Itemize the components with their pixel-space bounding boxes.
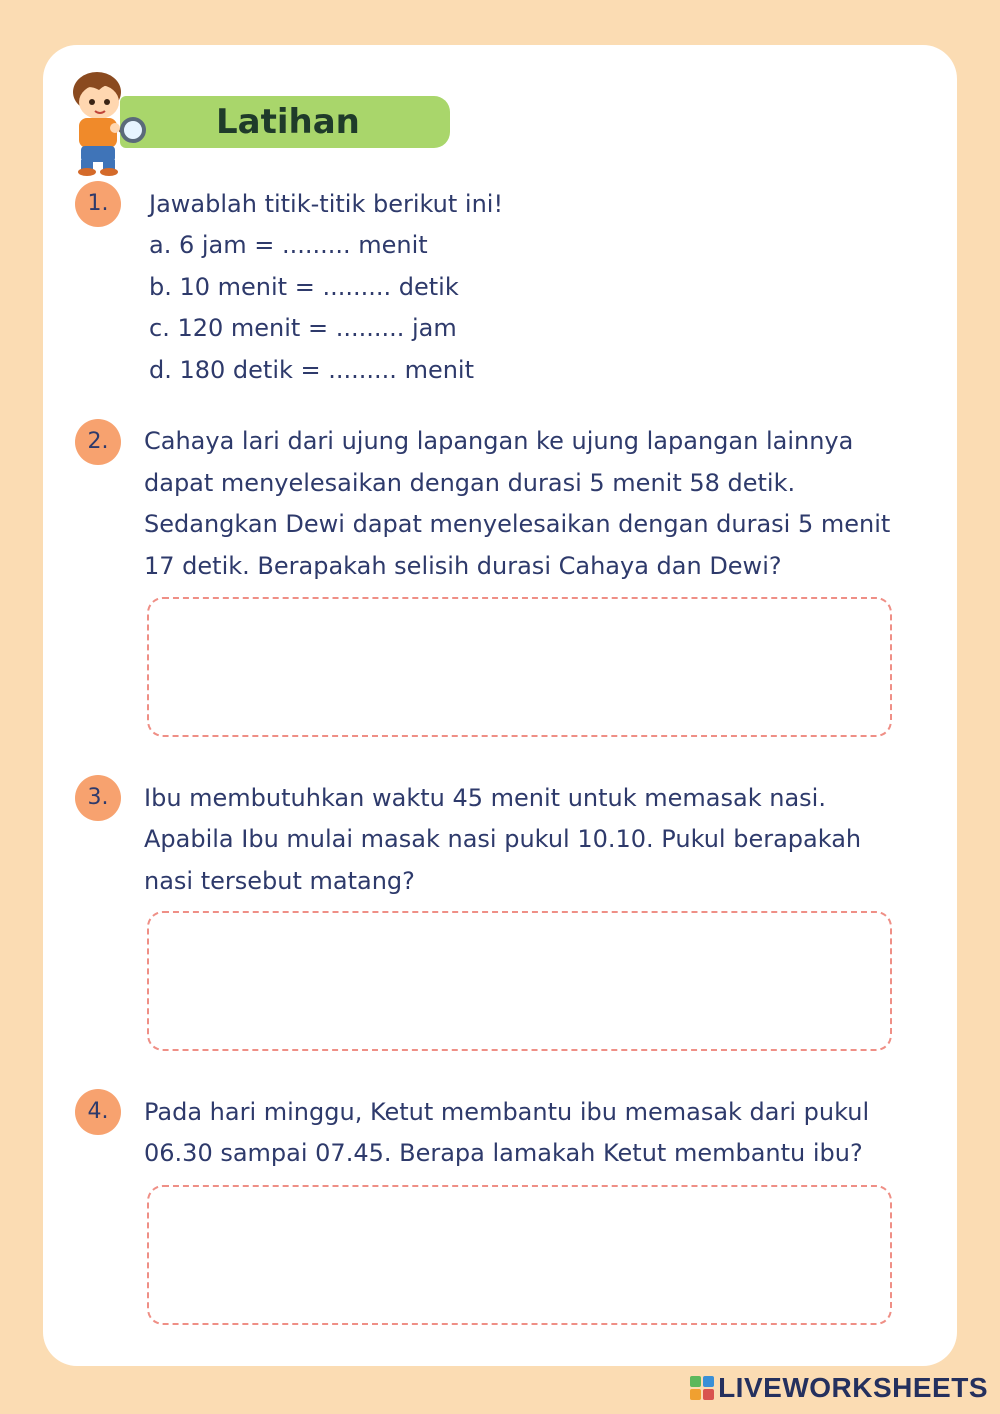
question-3-number: 3. bbox=[75, 775, 121, 821]
question-1-number: 1. bbox=[75, 181, 121, 227]
question-4-number: 4. bbox=[75, 1089, 121, 1135]
brand-name: LIVEWORKSHEETS bbox=[718, 1372, 988, 1403]
page-title: Latihan bbox=[216, 102, 360, 142]
liveworksheets-logo bbox=[690, 1372, 988, 1404]
question-3-text-line: Apabila Ibu mulai masak nasi pukul 10.10. Pukul berapakah bbox=[144, 825, 862, 853]
question-1-item-c: c. 120 menit = ......... jam bbox=[149, 314, 457, 342]
boy-with-magnifier-icon bbox=[55, 68, 155, 176]
question-3-text-line: Ibu membutuhkan waktu 45 menit untuk memasak nasi. bbox=[144, 784, 826, 812]
question-1-instruction: Jawablah titik-titik berikut ini! bbox=[149, 190, 504, 218]
question-3-text-line: nasi tersebut matang? bbox=[144, 867, 415, 895]
question-3-answer-box[interactable] bbox=[147, 911, 892, 1051]
question-2-answer-box[interactable] bbox=[147, 597, 892, 737]
question-2-number: 2. bbox=[75, 419, 121, 465]
question-4-answer-box[interactable] bbox=[147, 1185, 892, 1325]
question-4-text-line: 06.30 sampai 07.45. Berapa lamakah Ketut membantu ibu? bbox=[144, 1139, 863, 1167]
title-banner bbox=[120, 96, 450, 148]
question-2-text-line: dapat menyelesaikan dengan durasi 5 menit 58 detik. bbox=[144, 469, 796, 497]
question-2-text-line: 17 detik. Berapakah selisih durasi Cahaya dan Dewi? bbox=[144, 552, 782, 580]
question-4-text-line: Pada hari minggu, Ketut membantu ibu memasak dari pukul bbox=[144, 1098, 870, 1126]
question-1-item-b: b. 10 menit = ......... detik bbox=[149, 273, 459, 301]
question-2-text-line: Sedangkan Dewi dapat menyelesaikan dengan durasi 5 menit bbox=[144, 510, 891, 538]
question-2-text-line: Cahaya lari dari ujung lapangan ke ujung lapangan lainnya bbox=[144, 427, 854, 455]
question-1-item-d: d. 180 detik = ......... menit bbox=[149, 356, 474, 384]
logo-squares-icon bbox=[690, 1376, 714, 1400]
question-1-item-a: a. 6 jam = ......... menit bbox=[149, 231, 428, 259]
